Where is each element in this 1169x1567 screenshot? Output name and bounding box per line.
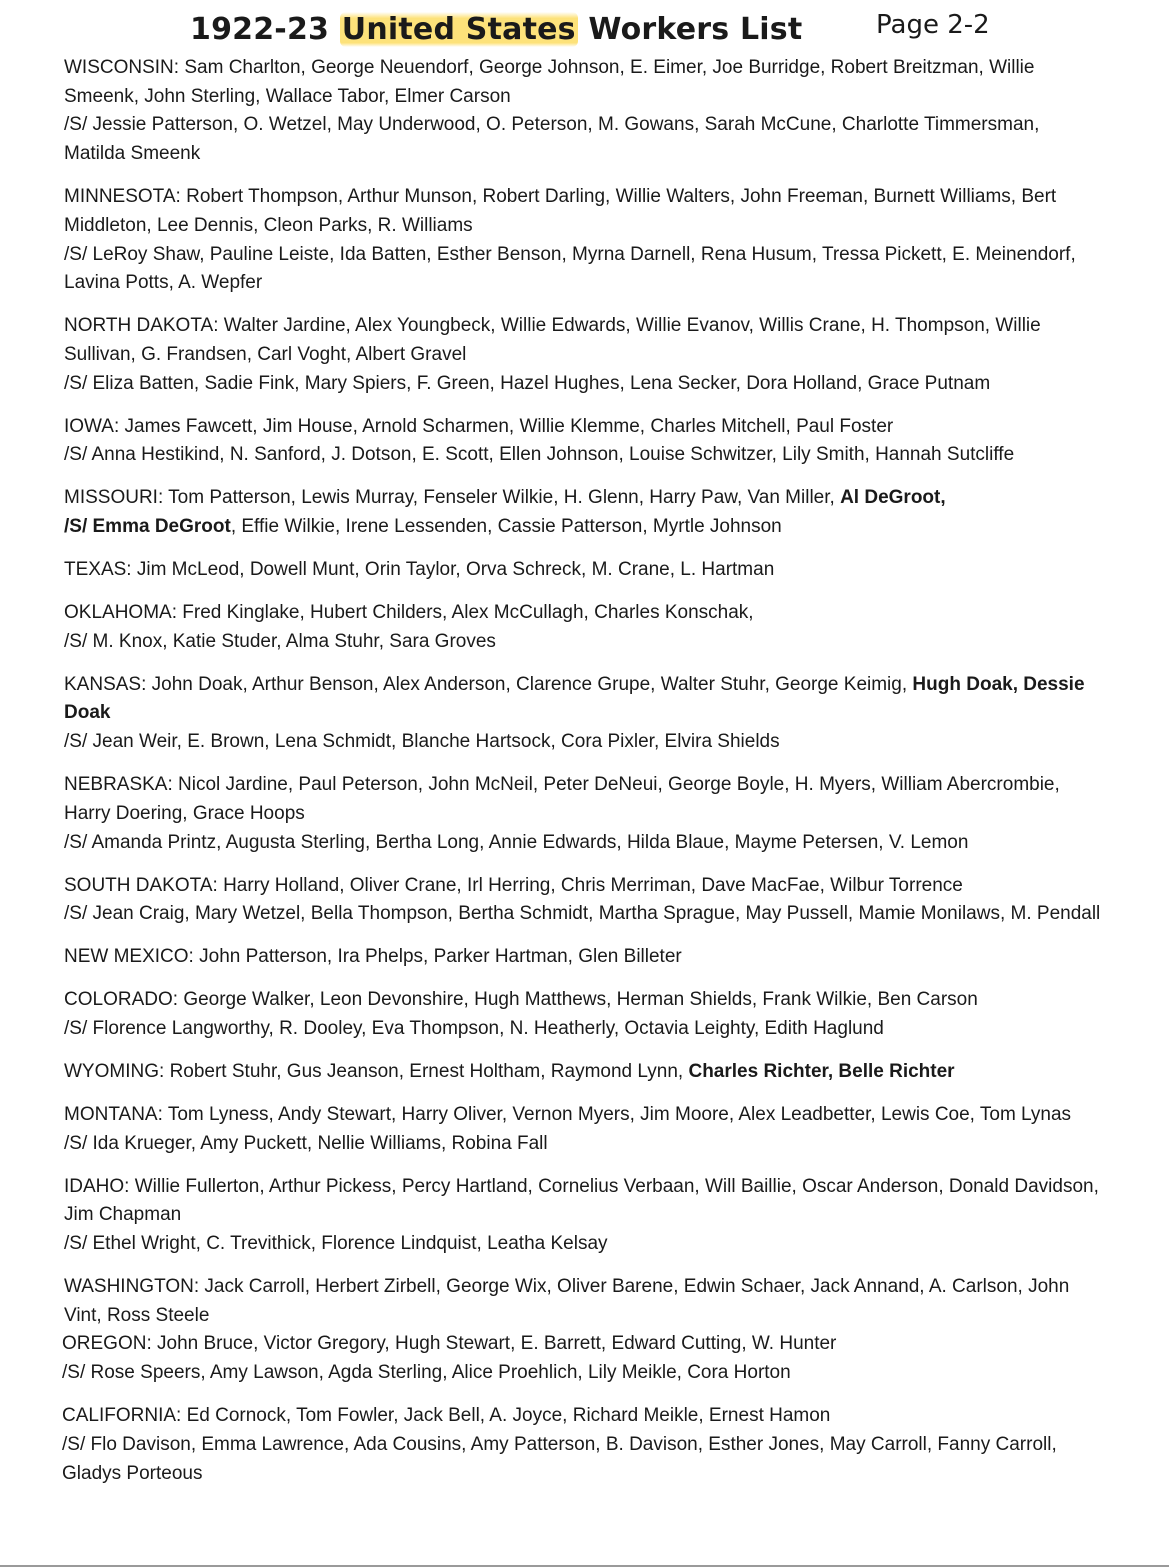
workers-names-bold: Al DeGroot,: [840, 487, 946, 509]
workers-line: [62, 1402, 1104, 1431]
sisters-line: /S/ Jessie Patterson, O. Wetzel, May Underwood, O. Peterson, M. Gowans, Sarah McCune, Charlotte Timmersman, Matilda Smeenk: [64, 114, 1040, 165]
workers-line: [64, 943, 1104, 972]
workers-names-bold: Charles Richter, Belle Richter: [688, 1060, 955, 1082]
workers-names: Tom Patterson, Lewis Murray, Fenseler Wilkie, H. Glenn, Harry Paw, Van Miller,: [168, 487, 835, 509]
workers-line: [64, 312, 1104, 369]
workers-names: Walter Jardine, Alex Youngbeck, Willie Edwards, Willie Evanov, Willis Crane, H. Thompson, Willie Sullivan, G. Frandsen, Carl Voght, Albert Gravel: [64, 315, 1041, 365]
workers-line: [64, 484, 1104, 513]
sisters-line: /S/ Anna Hestikind, N. Sanford, J. Dotson, E. Scott, Ellen Johnson, Louise Schwitzer, Lily Smith, Hannah Sutcliffe: [64, 444, 1015, 466]
state-label: SOUTH DAKOTA:: [64, 874, 218, 896]
workers-names: Sam Charlton, George Neuendorf, George Johnson, E. Eimer, Joe Burridge, Robert Breitzman, Willie Smeenk, John Sterling, Wallace Tabor, Elmer Carson: [64, 57, 1035, 107]
section-montana: [64, 1101, 1104, 1158]
section-nebraska: [64, 771, 1104, 857]
sisters-line: /S/ Eliza Batten, Sadie Fink, Mary Spiers, F. Green, Hazel Hughes, Lena Secker, Dora Holland, Grace Putnam: [64, 372, 991, 394]
section-iowa: [64, 413, 1104, 470]
state-label: TEXAS:: [64, 559, 132, 581]
page-number: Page 2-2: [876, 10, 990, 40]
workers-names: John Doak, Arthur Benson, Alex Anderson, Clarence Grupe, Walter Stuhr, George Keimig,: [151, 673, 908, 695]
workers-names: Tom Lyness, Andy Stewart, Harry Oliver, Vernon Myers, Jim Moore, Alex Leadbetter, Lewis Coe, Tom Lynas: [167, 1103, 1072, 1125]
section-washington: [64, 1273, 1104, 1330]
workers-line: [64, 1173, 1104, 1230]
sisters-line: /S/ Flo Davison, Emma Lawrence, Ada Cousins, Amy Patterson, B. Davison, Esther Jones, May Carroll, Fanny Carroll, Gladys Porteous: [62, 1433, 1057, 1484]
state-label: OREGON:: [62, 1333, 152, 1355]
workers-names: Nicol Jardine, Paul Peterson, John McNeil, Peter DeNeui, George Boyle, H. Myers, William Abercrombie, Harry Doering, Grace Hoops: [64, 774, 1060, 824]
workers-line: [64, 54, 1104, 111]
workers-line: [64, 671, 1104, 728]
section-wyoming: [64, 1058, 1104, 1087]
sisters-names: , Effie Wilkie, Irene Lessenden, Cassie Patterson, Myrtle Johnson: [230, 516, 782, 538]
section-new-mexico: [64, 943, 1104, 972]
page-title: [190, 12, 802, 47]
sisters-line: /S/ Rose Speers, Amy Lawson, Agda Sterling, Alice Proehlich, Lily Meikle, Cora Horton: [62, 1362, 791, 1384]
workers-names: Jim McLeod, Dowell Munt, Orin Taylor, Orva Schreck, M. Crane, L. Hartman: [136, 559, 775, 581]
state-label: NORTH DAKOTA:: [64, 315, 219, 337]
workers-names-bold: Hugh Doak, Dessie Doak: [64, 673, 1085, 724]
sisters-line: /S/ Ethel Wright, C. Trevithick, Florence Lindquist, Leatha Kelsay: [64, 1233, 608, 1255]
workers-list: [64, 54, 1104, 1503]
section-north-dakota: [64, 312, 1104, 398]
state-label: IOWA:: [64, 415, 120, 437]
workers-line: [64, 556, 1104, 585]
workers-names: John Patterson, Ira Phelps, Parker Hartman, Glen Billeter: [199, 946, 682, 968]
workers-line: [64, 599, 1104, 628]
title-suffix: Workers List: [588, 12, 803, 47]
workers-names: George Walker, Leon Devonshire, Hugh Matthews, Herman Shields, Frank Wilkie, Ben Carson: [183, 989, 978, 1011]
workers-line: [64, 1273, 1104, 1330]
workers-line: [64, 183, 1104, 240]
workers-line: [64, 986, 1104, 1015]
page-header: [0, 10, 1169, 58]
workers-line: [64, 1101, 1104, 1130]
state-label: KANSAS:: [64, 673, 147, 695]
workers-names: Harry Holland, Oliver Crane, Irl Herring, Chris Merriman, Dave MacFae, Wilbur Torrence: [223, 874, 963, 896]
section-texas: [64, 556, 1104, 585]
workers-names: Fred Kinglake, Hubert Childers, Alex McCullagh, Charles Konschak,: [182, 602, 754, 624]
state-label: NEBRASKA:: [64, 774, 173, 796]
state-label: IDAHO:: [64, 1175, 130, 1197]
workers-names: Robert Stuhr, Gus Jeanson, Ernest Holtham, Raymond Lynn,: [169, 1060, 684, 1082]
sisters-line: /S/ Jean Weir, E. Brown, Lena Schmidt, Blanche Hartsock, Cora Pixler, Elvira Shields: [64, 731, 780, 753]
section-kansas: [64, 671, 1104, 757]
state-label: NEW MEXICO:: [64, 946, 194, 968]
section-wisconsin: [64, 54, 1104, 169]
workers-line: [64, 872, 1104, 901]
sisters-line: /S/ Florence Langworthy, R. Dooley, Eva Thompson, N. Heatherly, Octavia Leighty, Edith Haglund: [64, 1017, 884, 1039]
workers-names: Willie Fullerton, Arthur Pickess, Percy Hartland, Cornelius Verbaan, Will Baillie, Oscar Anderson, Donald Davidson, Jim Chapman: [64, 1175, 1099, 1226]
state-label: CALIFORNIA:: [62, 1405, 182, 1427]
sisters-line: /S/ M. Knox, Katie Studer, Alma Stuhr, Sara Groves: [64, 630, 496, 652]
sisters-line: /S/ Jean Craig, Mary Wetzel, Bella Thompson, Bertha Schmidt, Martha Sprague, May Pussell, Mamie Monilaws, M. Pendall: [64, 903, 1101, 925]
sisters-names-bold: /S/ Emma DeGroot: [64, 516, 231, 538]
section-california: [62, 1402, 1104, 1488]
section-oklahoma: [64, 599, 1104, 656]
sisters-line: [64, 513, 1104, 542]
workers-names: Robert Thompson, Arthur Munson, Robert Darling, Willie Walters, John Freeman, Burnett Williams, Bert Middleton, Lee Dennis, Cleon Parks, R. Williams: [64, 186, 1057, 236]
sisters-line: /S/ Amanda Printz, Augusta Sterling, Bertha Long, Annie Edwards, Hilda Blaue, Mayme Petersen, V. Lemon: [64, 831, 969, 853]
state-label: WISCONSIN:: [64, 57, 180, 78]
workers-line: [62, 1330, 1104, 1359]
workers-line: [64, 1058, 1104, 1087]
title-highlight: United States: [341, 12, 576, 47]
state-label: COLORADO:: [64, 989, 179, 1011]
title-year: 1922-23: [190, 12, 330, 47]
sisters-line: /S/ LeRoy Shaw, Pauline Leiste, Ida Batten, Esther Benson, Myrna Darnell, Rena Husum, Tressa Pickett, E. Meinendorf, Lavina Potts, A. Wepfer: [64, 243, 1076, 294]
state-label: WYOMING:: [64, 1060, 165, 1082]
section-south-dakota: [64, 872, 1104, 929]
section-missouri: [64, 484, 1104, 541]
state-label: OKLAHOMA:: [64, 602, 177, 624]
state-label: WASHINGTON:: [64, 1276, 200, 1298]
state-label: MISSOURI:: [64, 487, 164, 509]
state-label: MINNESOTA:: [64, 186, 181, 208]
section-minnesota: [64, 183, 1104, 298]
section-idaho: [64, 1173, 1104, 1259]
section-oregon: [62, 1330, 1104, 1387]
section-colorado: [64, 986, 1104, 1043]
workers-names: Ed Cornock, Tom Fowler, Jack Bell, A. Joyce, Richard Meikle, Ernest Hamon: [186, 1405, 831, 1427]
workers-line: [64, 413, 1104, 442]
workers-names: James Fawcett, Jim House, Arnold Scharmen, Willie Klemme, Charles Mitchell, Paul Foster: [124, 415, 894, 437]
workers-names: John Bruce, Victor Gregory, Hugh Stewart, E. Barrett, Edward Cutting, W. Hunter: [157, 1333, 837, 1355]
sisters-line: /S/ Ida Krueger, Amy Puckett, Nellie Williams, Robina Fall: [64, 1132, 548, 1154]
workers-line: [64, 771, 1104, 828]
state-label: MONTANA:: [64, 1103, 163, 1125]
workers-names: Jack Carroll, Herbert Zirbell, George Wix, Oliver Barene, Edwin Schaer, Jack Annand, A. Carlson, John Vint, Ross Steele: [64, 1276, 1070, 1326]
